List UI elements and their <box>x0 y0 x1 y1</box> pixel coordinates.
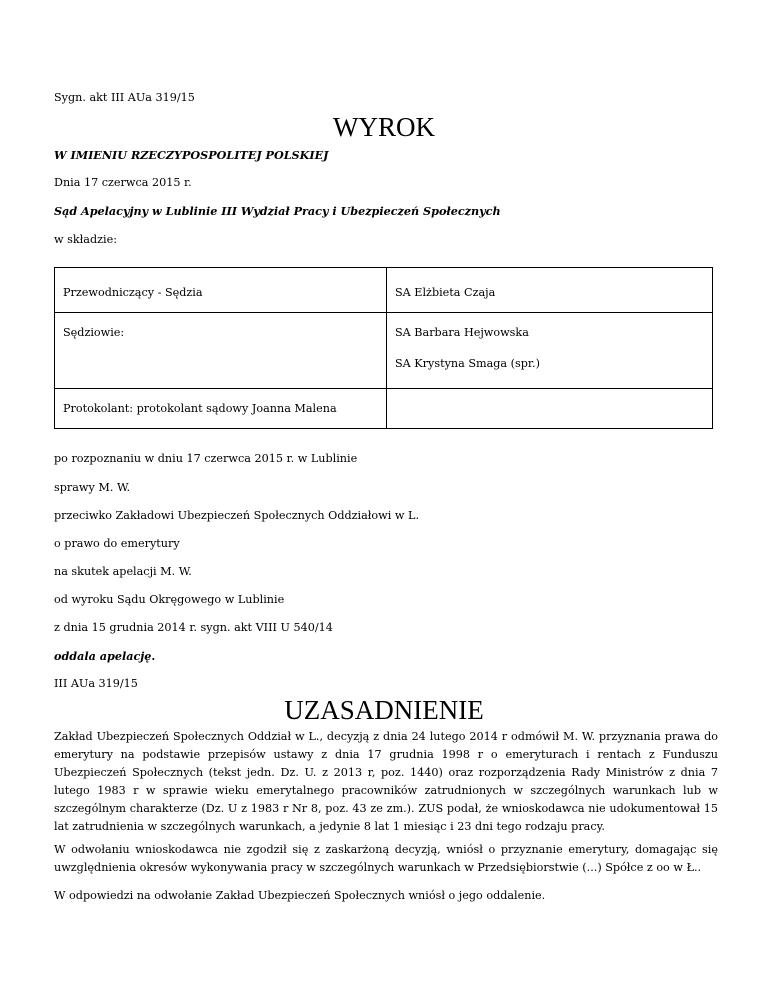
judges-role: Sędziowie: <box>63 326 125 339</box>
panel-row-chair <box>55 268 713 313</box>
chair-name: SA Elżbieta Czaja <box>395 286 496 299</box>
justification-title: UZASADNIENIE <box>284 695 484 725</box>
empty-cell <box>387 389 713 429</box>
hearing-line: po rozpoznaniu w dniu 17 czerwca 2015 r. w Lublinie <box>54 452 358 465</box>
judges-names-cell <box>387 313 713 389</box>
judgment-date: Dnia 17 czerwca 2015 r. <box>54 176 192 189</box>
chair-name-cell <box>387 268 713 313</box>
court-panel-table <box>54 267 713 429</box>
court-name: Sąd Apelacyjny w Lublinie III Wydział Pracy i Ubezpieczeń Społecznych <box>54 204 501 218</box>
signature-repeat: III AUa 319/15 <box>54 677 138 690</box>
composition-label: w składzie: <box>54 233 117 246</box>
subject-line: o prawo do emerytury <box>54 537 180 550</box>
matter-line: sprawy M. W. <box>54 481 131 494</box>
case-signature: Sygn. akt III AUa 319/15 <box>54 91 195 104</box>
judge-name: SA Krystyna Smaga (spr.) <box>395 357 540 370</box>
justification-paragraph: W odpowiedzi na odwołanie Zakład Ubezpieczeń Społecznych wniósł o jego oddalenie. <box>54 889 546 902</box>
lower-court-date-line: z dnia 15 grudnia 2014 r. sygn. akt VIII U 540/14 <box>54 621 333 634</box>
document-title: WYROK <box>333 112 435 142</box>
document-subtitle: W IMIENIU RZECZYPOSPOLITEJ POLSKIEJ <box>54 148 329 162</box>
judges-role-cell <box>55 313 387 389</box>
against-line: przeciwko Zakładowi Ubezpieczeń Społecznych Oddziałowi w L. <box>54 509 419 522</box>
judge-name: SA Barbara Hejwowska <box>395 326 529 339</box>
panel-row-judges <box>55 313 713 389</box>
justification-paragraph: W odwołaniu wnioskodawca nie zgodził się z zaskarżoną decyzją, wniósł o przyznanie emerytury, domagając się uwzględnienia okresów wykonywania pracy w szczególnych warunkach w Przedsiębiorstwie (...) Spółce z oo w Ł.. <box>54 843 718 874</box>
justification-paragraph: Zakład Ubezpieczeń Społecznych Oddział w L., decyzją z dnia 24 lutego 2014 r odmówił M. W. przyznania prawa do emerytury na podstawie przepisów ustawy z dnia 17 grudnia 1998 r o emeryturach i rentach z Funduszu Ubezpieczeń Społecznych (tekst jedn. Dz. U. z 2013 r, poz. 1440) oraz rozporządzenia Rady Ministrów z dnia 7 lutego 1983 r w sprawie wieku emerytalnego pracowników zatrudnionych w szczególnych warunkach lub w szczególnym charakterze (Dz. U z 1983 r Nr 8, poz. 43 ze zm.). ZUS podał, że wnioskodawca nie udokumentował 15 lat zatrudnienia w szczególnych warunkach, a jedynie 8 lat 1 miesiąc i 23 dni tego rodzaju pracy. <box>54 730 718 833</box>
appeal-line: na skutek apelacji M. W. <box>54 565 192 578</box>
chair-role: Przewodniczący - Sędzia <box>63 286 203 299</box>
panel-row-clerk <box>55 389 713 429</box>
clerk-name: Protokolant: protokolant sądowy Joanna Malena <box>63 402 337 415</box>
lower-court-line: od wyroku Sądu Okręgowego w Lublinie <box>54 593 285 606</box>
clerk-cell <box>55 389 387 429</box>
ruling-line: oddala apelację. <box>54 649 156 663</box>
chair-role-cell <box>55 268 387 313</box>
